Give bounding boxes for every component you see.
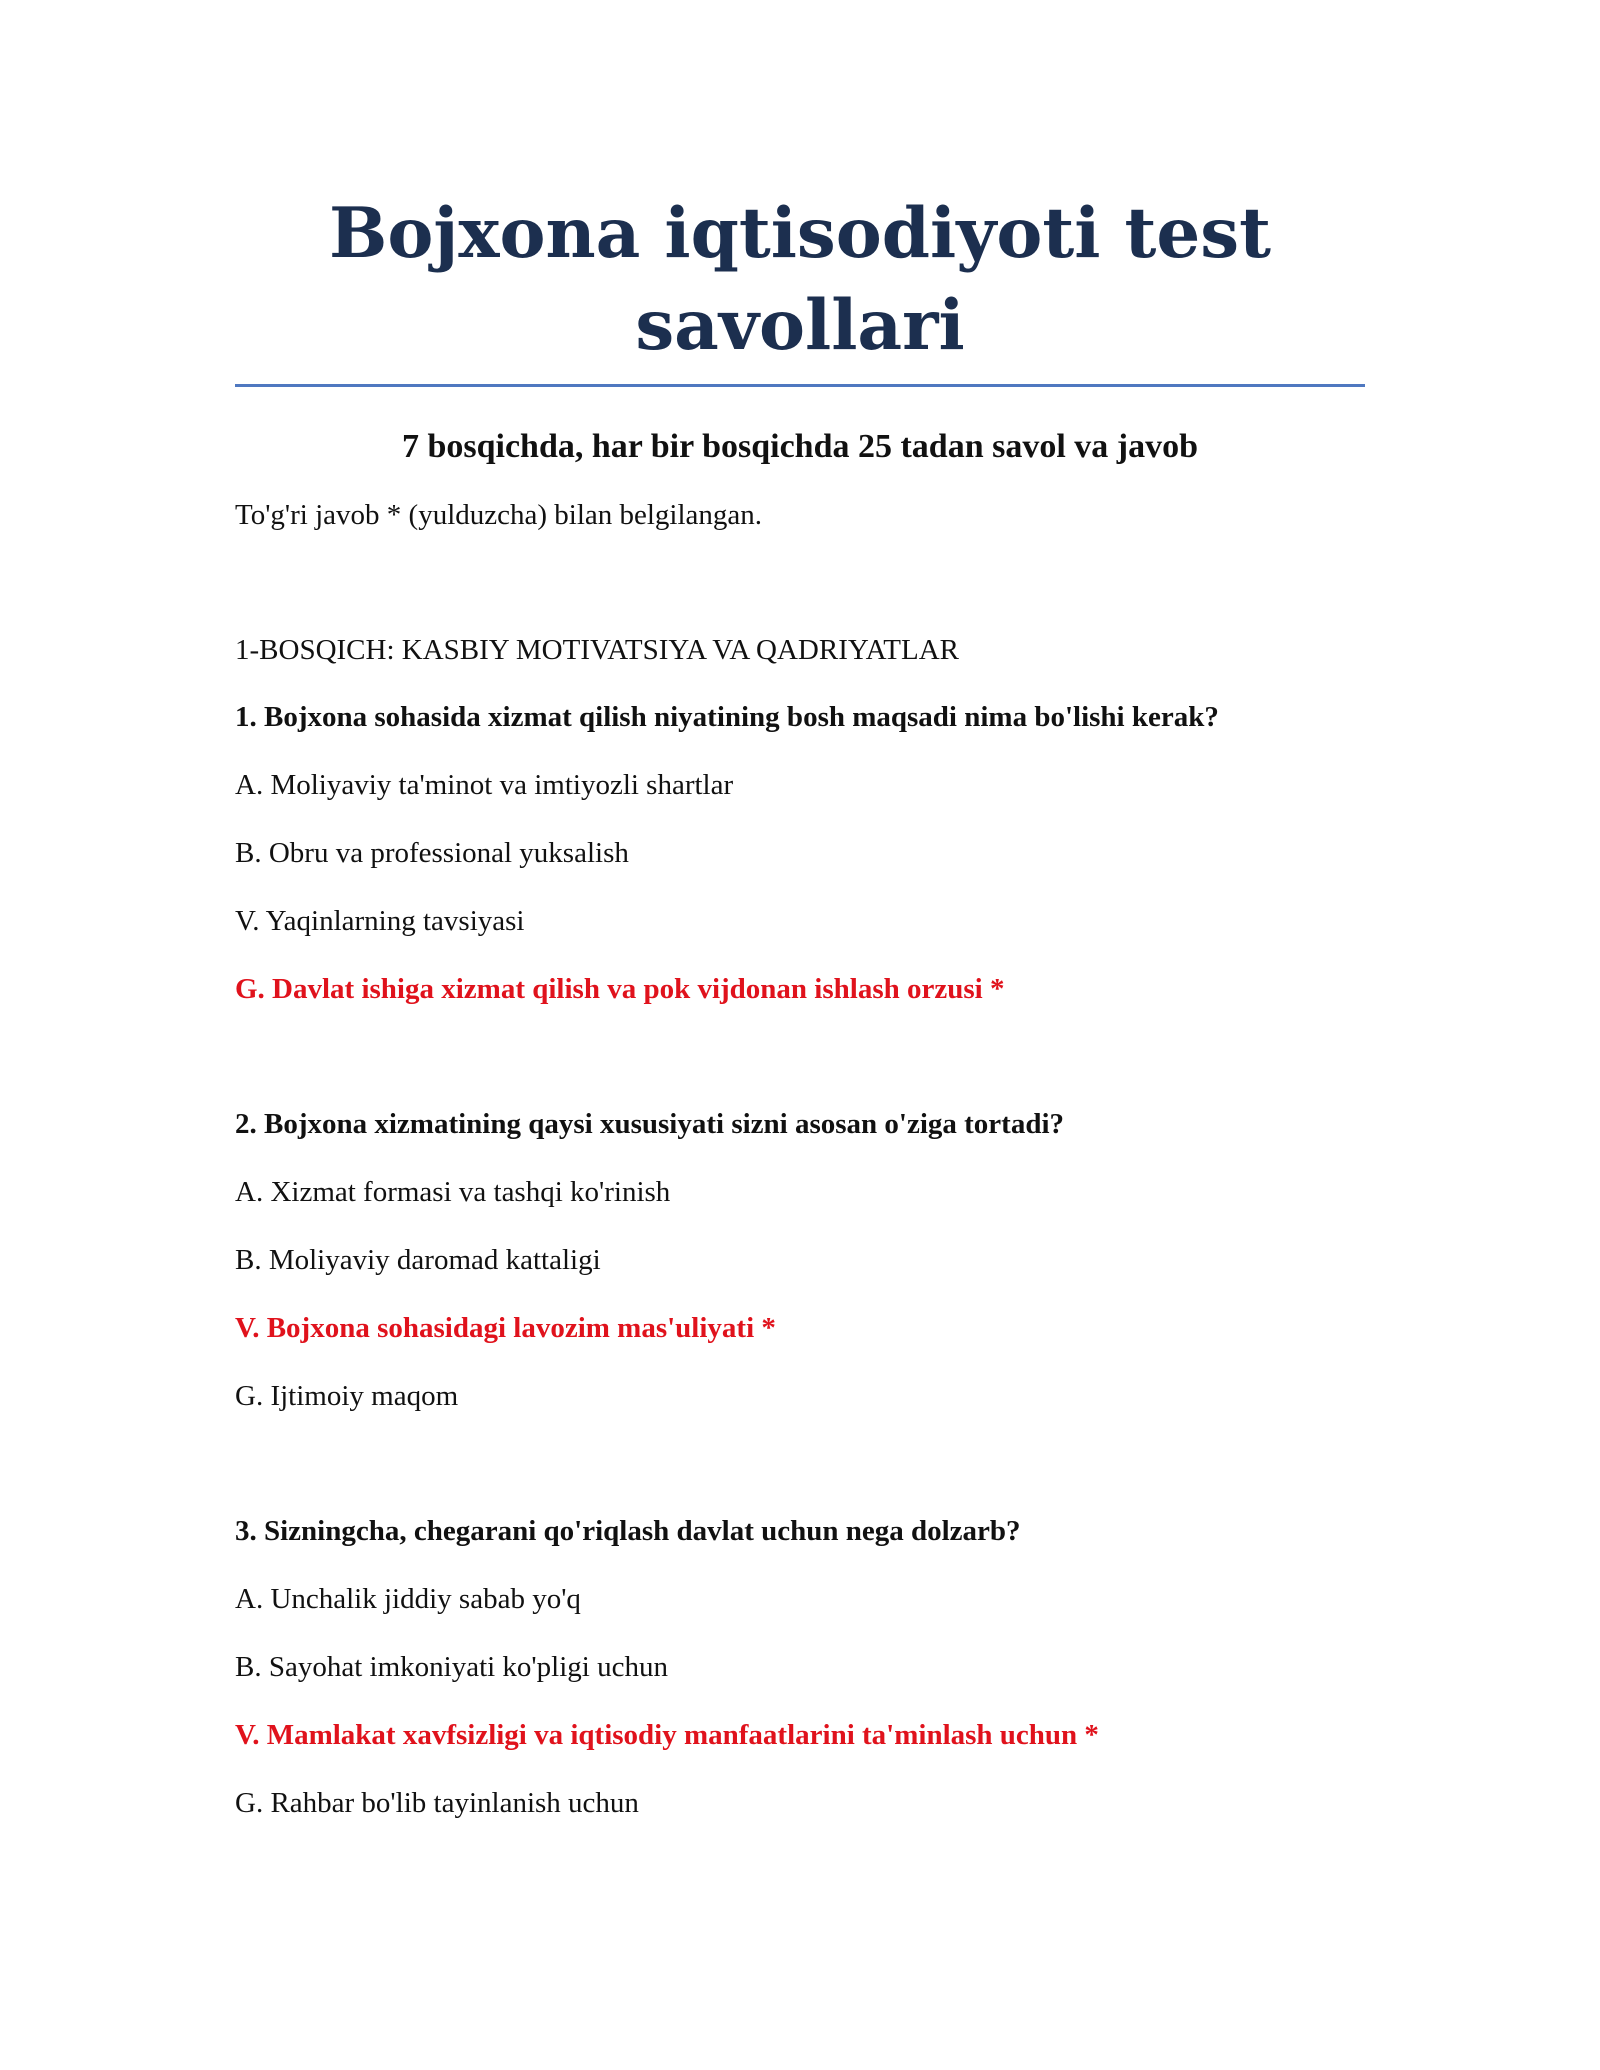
answer-option: V. Yaqinlarning tavsiyasi <box>235 905 525 937</box>
question-block-2 <box>235 1106 1365 1414</box>
question-block-1 <box>235 699 1365 1007</box>
answer-option: B. Obru va professional yuksalish <box>235 837 629 869</box>
answer-key-note: To'g'ri javob * (yulduzcha) bilan belgilangan. <box>235 499 763 531</box>
correct-answer-option: V. Bojxona sohasidagi lavozim mas'uliyati * <box>235 1312 776 1344</box>
document-title: Bojxona iqtisodiyoti test savollari <box>329 193 1271 366</box>
answer-option: B. Sayohat imkoniyati ko'pligi uchun <box>235 1651 668 1683</box>
section-heading: 1-BOSQICH: KASBIY MOTIVATSIYA VA QADRIYATLAR <box>235 634 960 666</box>
title-divider <box>235 384 1365 387</box>
answer-option: G. Ijtimoiy maqom <box>235 1380 459 1412</box>
document-page <box>235 188 1365 1821</box>
correct-answer-option: V. Mamlakat xavfsizligi va iqtisodiy manfaatlarini ta'minlash uchun * <box>235 1719 1099 1751</box>
question-text: 1. Bojxona sohasida xizmat qilish niyatining bosh maqsadi nima bo'lishi kerak? <box>235 701 1219 733</box>
question-text: 3. Sizningcha, chegarani qo'riqlash davlat uchun nega dolzarb? <box>235 1515 1021 1547</box>
answer-option: B. Moliyaviy daromad kattaligi <box>235 1244 601 1276</box>
answer-option: A. Xizmat formasi va tashqi ko'rinish <box>235 1176 671 1208</box>
document-subtitle: 7 bosqichda, har bir bosqichda 25 tadan savol va javob <box>401 428 1199 465</box>
answer-option: A. Unchalik jiddiy sabab yo'q <box>235 1583 581 1615</box>
answer-option: G. Rahbar bo'lib tayinlanish uchun <box>235 1787 639 1819</box>
question-text: 2. Bojxona xizmatining qaysi xususiyati sizni asosan o'ziga tortadi? <box>235 1108 1065 1140</box>
correct-answer-option: G. Davlat ishiga xizmat qilish va pok vijdonan ishlash orzusi * <box>235 973 1005 1005</box>
question-block-3 <box>235 1513 1365 1821</box>
answer-option: A. Moliyaviy ta'minot va imtiyozli shartlar <box>235 769 734 801</box>
